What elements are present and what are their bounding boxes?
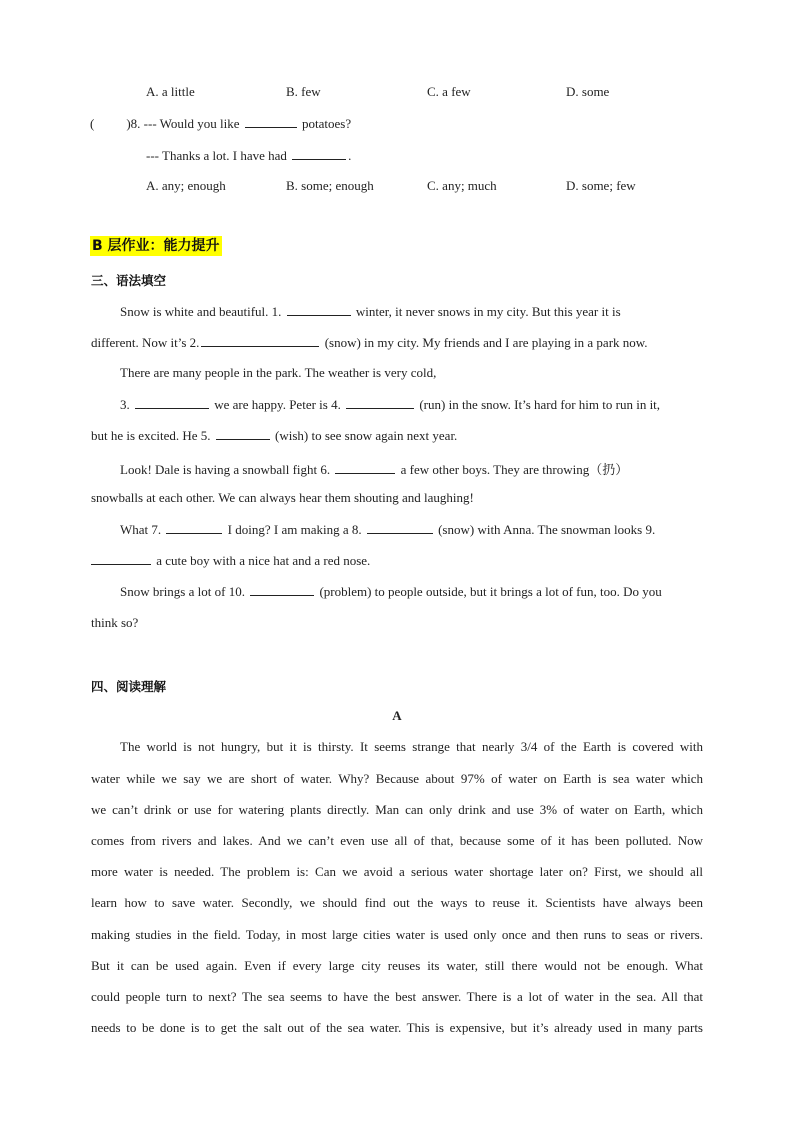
passage-line: we can’t drink or use for watering plants directly. Man can only drink and use 3% of water on Earth, which: [91, 802, 703, 817]
blank-6[interactable]: [335, 461, 395, 474]
cloze-text: I doing? I am making a 8.: [227, 522, 362, 537]
blank-7[interactable]: [166, 521, 222, 534]
section-b-heading: B 层作业：能力提升: [92, 238, 220, 254]
cloze-line-4: [120, 396, 660, 413]
cloze-text: (run) in the snow. It’s hard for him to run in it,: [419, 397, 661, 412]
q7-option-c: C. a few: [427, 84, 471, 99]
blank-2[interactable]: [201, 334, 319, 347]
q8-option-d: D. some; few: [566, 178, 636, 193]
cloze-text: (wish) to see snow again next year.: [275, 428, 458, 443]
passage-line: But it can be used again. Even if every large city reuses its water, still there would not be enough. What: [91, 958, 703, 973]
cloze-text: Snow brings a lot of 10.: [120, 584, 245, 599]
blank-10[interactable]: [250, 583, 314, 596]
cloze-text: (snow) with Anna. The snowman looks 9.: [438, 522, 656, 537]
blank-8[interactable]: [367, 521, 433, 534]
section-3-title: 三、语法填空: [91, 273, 167, 288]
passage-line: comes from rivers and lakes. And we can’t even use all of that, because some of it has been polluted. Now: [91, 833, 703, 848]
blank-3[interactable]: [135, 396, 209, 409]
cloze-text: different. Now it’s 2.: [91, 335, 200, 350]
cloze-text: 3.: [120, 397, 130, 412]
q8-option-c: C. any; much: [427, 178, 497, 193]
passage-line: could people turn to next? The sea seems to have the best answer. There is a lot of water in the sea. All that: [91, 989, 703, 1004]
passage-line: The world is not hungry, but it is thirsty. It seems strange that nearly 3/4 of the Earth is covered with: [120, 739, 703, 754]
q8-stem: )8. --- Would you like: [126, 116, 240, 131]
cloze-line-10: [120, 583, 662, 600]
cloze-line-9: [91, 552, 370, 569]
q8-reply-text: --- Thanks a lot. I have had: [146, 148, 287, 163]
q8-reply-blank[interactable]: [292, 147, 346, 160]
blank-5[interactable]: [216, 427, 270, 440]
passage-line: water while we say we are short of water. Why? Because about 97% of water on Earth is sea water which: [91, 771, 703, 786]
q8-reply: [146, 147, 351, 164]
q8-option-b: B. some; enough: [286, 178, 374, 193]
passage-line: needs to be done is to get the salt out of the sea water. This is expensive, but it’s already used in many parts: [91, 1020, 703, 1035]
cloze-line-6: [120, 459, 628, 478]
blank-1[interactable]: [287, 303, 351, 316]
q8-paren-open: (: [90, 116, 95, 131]
q8-reply-period: .: [348, 148, 352, 163]
cloze-line-7: snowballs at each other. We can always hear them shouting and laughing!: [91, 490, 474, 505]
cloze-line-8: [120, 521, 655, 538]
cloze-line-11: think so?: [91, 615, 139, 630]
q7-option-d: D. some: [566, 84, 610, 99]
passage-label: A: [392, 708, 402, 723]
cloze-text: winter, it never snows in my city. But this year it is: [355, 304, 621, 319]
passage-line: making studies in the field. Today, in most large cities water is used only once and then runs to seas or rivers.: [91, 927, 703, 942]
cloze-line-5: [91, 427, 457, 444]
cloze-line-3: There are many people in the park. The weather is very cold,: [120, 365, 437, 380]
cloze-text: Look! Dale is having a snowball fight 6.: [120, 462, 331, 477]
q7-option-a: A. a little: [146, 84, 195, 99]
cloze-text: a few other boys. They are throwing（扔）: [400, 462, 629, 477]
blank-9[interactable]: [91, 552, 151, 565]
cloze-text: (snow) in my city. My friends and I are playing in a park now.: [324, 335, 648, 350]
cloze-text: Snow is white and beautiful. 1.: [120, 304, 282, 319]
section-4-title: 四、阅读理解: [91, 679, 167, 694]
cloze-text: but he is excited. He 5.: [91, 428, 211, 443]
cloze-line-1: [120, 303, 621, 320]
cloze-text: What 7.: [120, 522, 162, 537]
cloze-text: (problem) to people outside, but it brings a lot of fun, too. Do you: [319, 584, 662, 599]
passage-line: learn how to save water. Secondly, we should find out the ways to reuse it. Scientists have always been: [91, 895, 703, 910]
blank-4[interactable]: [346, 396, 414, 409]
q7-option-b: B. few: [286, 84, 321, 99]
cloze-text: we are happy. Peter is 4.: [214, 397, 341, 412]
q8-option-a: A. any; enough: [146, 178, 226, 193]
passage-line: more water is needed. The problem is: Can we avoid a serious water shortage later on? First, we should all: [91, 864, 703, 879]
cloze-line-2: [91, 334, 648, 351]
q8-question: [90, 115, 351, 132]
cloze-text: a cute boy with a nice hat and a red nose.: [156, 553, 371, 568]
q8-stem-end: potatoes?: [302, 116, 352, 131]
q8-blank[interactable]: [245, 115, 297, 128]
